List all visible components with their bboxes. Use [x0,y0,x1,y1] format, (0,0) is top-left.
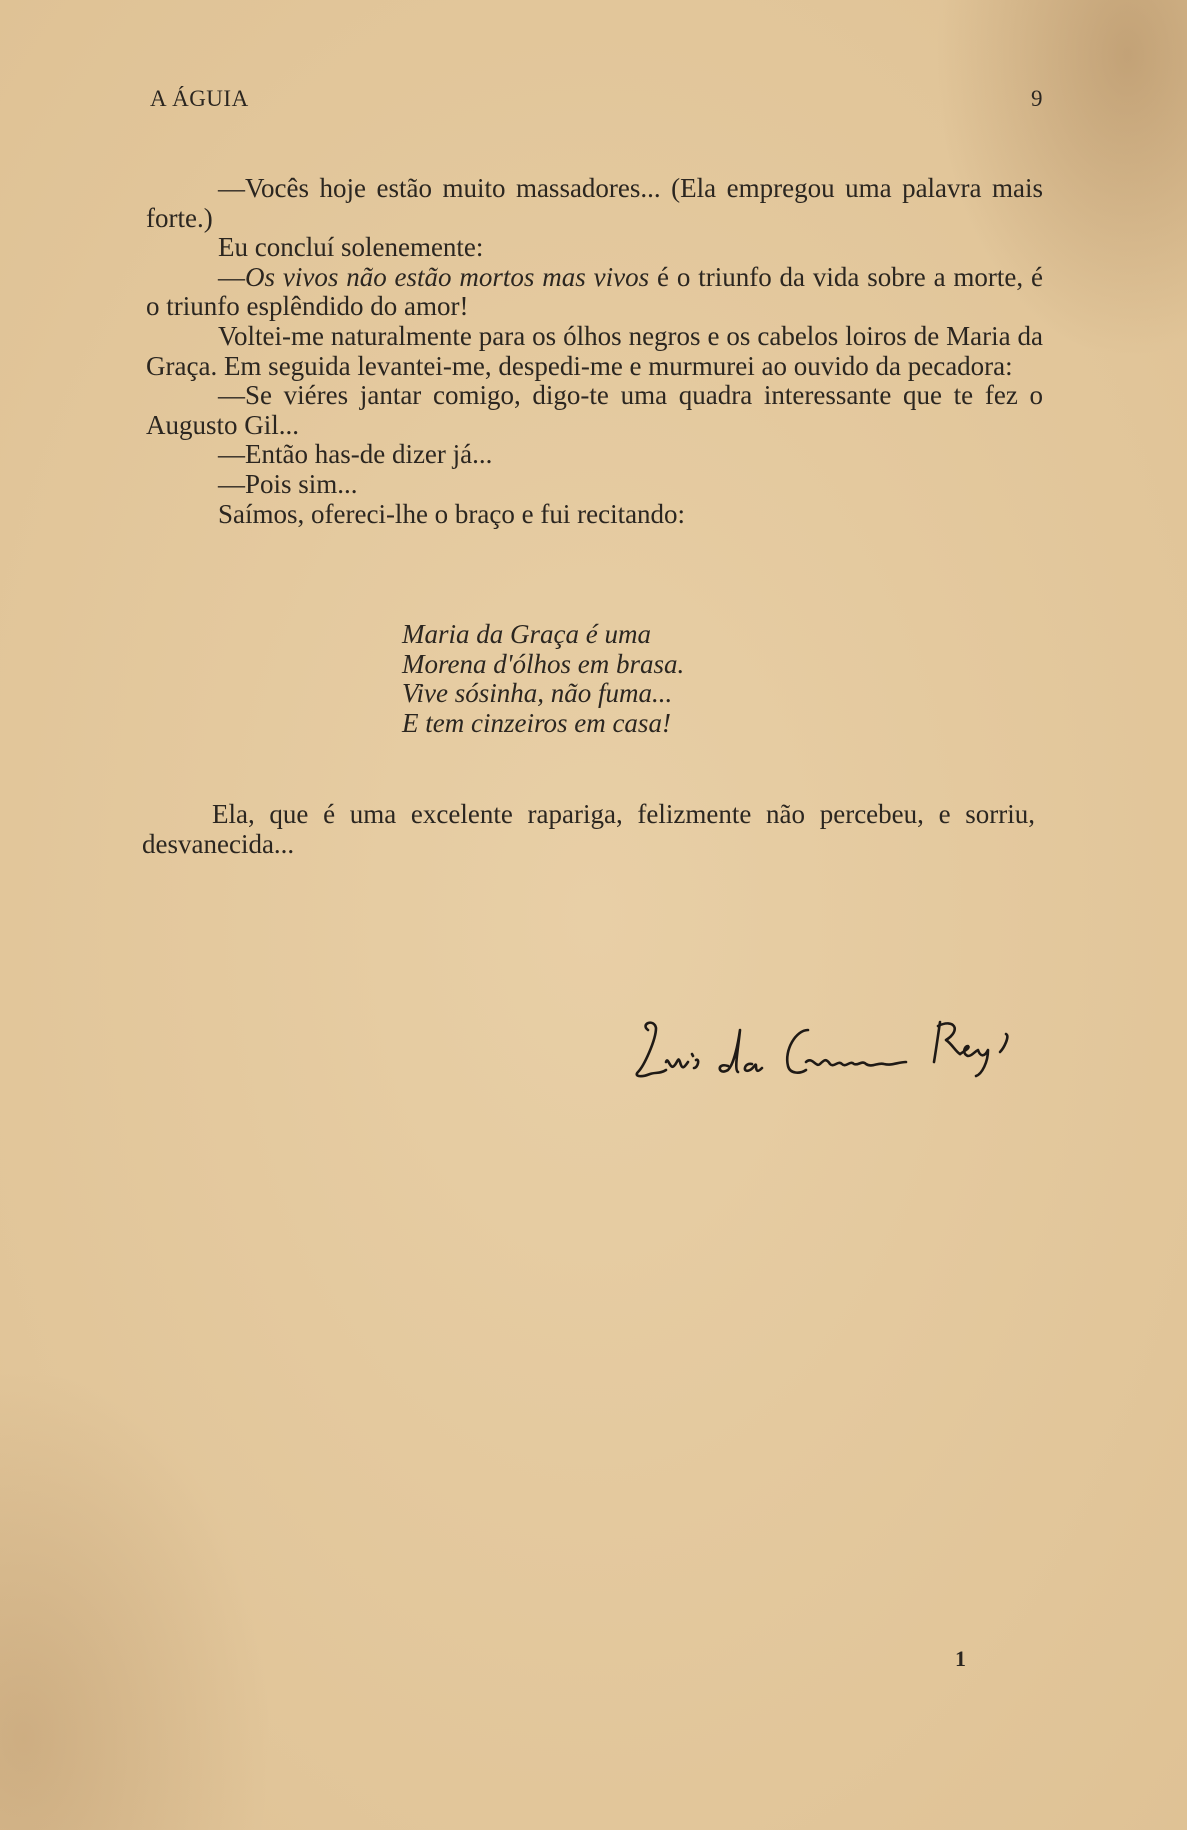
italic-quote: Os vivos não estão mortos mas vivos [245,261,650,292]
signature-strokes [637,1022,1008,1076]
body-text [146,174,1043,529]
paragraph-text: —Pois sim... [218,468,358,499]
paragraph [146,440,1043,470]
paragraph-text: é o triunfo da vida sobre a morte, é o triunfo esplêndido do amor! [146,261,1043,322]
paragraph [146,381,1043,440]
poem-line: Maria da Graça é uma [402,619,651,649]
paragraph [146,470,1043,500]
paragraph-text: Voltei-me naturalmente para os ólhos negros e os cabelos loiros de Maria da Graça. Em seguida levantei-me, despedi-me e murmurei ao ouvido da pecadora: [146,320,1043,381]
poem-line: E tem cinzeiros em casa! [402,707,671,738]
handwritten-signature [620,1000,1040,1090]
signature-mark: 1 [955,1646,966,1671]
signature-drawing [620,1000,1040,1090]
journal-title: A ÁGUIA [150,86,249,111]
poem-line: Morena d'ólhos em brasa. [402,648,685,679]
paragraph-text: —Se viéres jantar comigo, digo-te uma quadra interessante que te fez o Augusto Gil... [146,380,1043,440]
paragraph-text: Saímos, ofereci-lhe o braço e fui recitando: [218,498,686,529]
closing-section [142,800,1035,859]
paragraph [146,322,1043,381]
poem-quatrain [402,620,684,738]
paragraph-text: —Então has-de dizer já... [218,439,493,470]
poem-line: Vive sósinha, não fuma... [402,678,673,709]
paragraph-text: — [218,261,245,292]
paragraph-text: Eu concluí solenemente: [218,232,484,263]
paragraph [146,233,1043,263]
closing-paragraph: Ela, que é uma excelente rapariga, felizmente não percebeu, e sorriu, desvanecida... [142,799,1035,859]
paragraph [146,174,1043,233]
page-number: 9 [1031,86,1043,111]
paragraph [146,263,1043,322]
paragraph-text: —Vocês hoje estão muito massadores... (Ela empregou uma palavra mais forte.) [146,173,1043,233]
paragraph [146,500,1043,530]
